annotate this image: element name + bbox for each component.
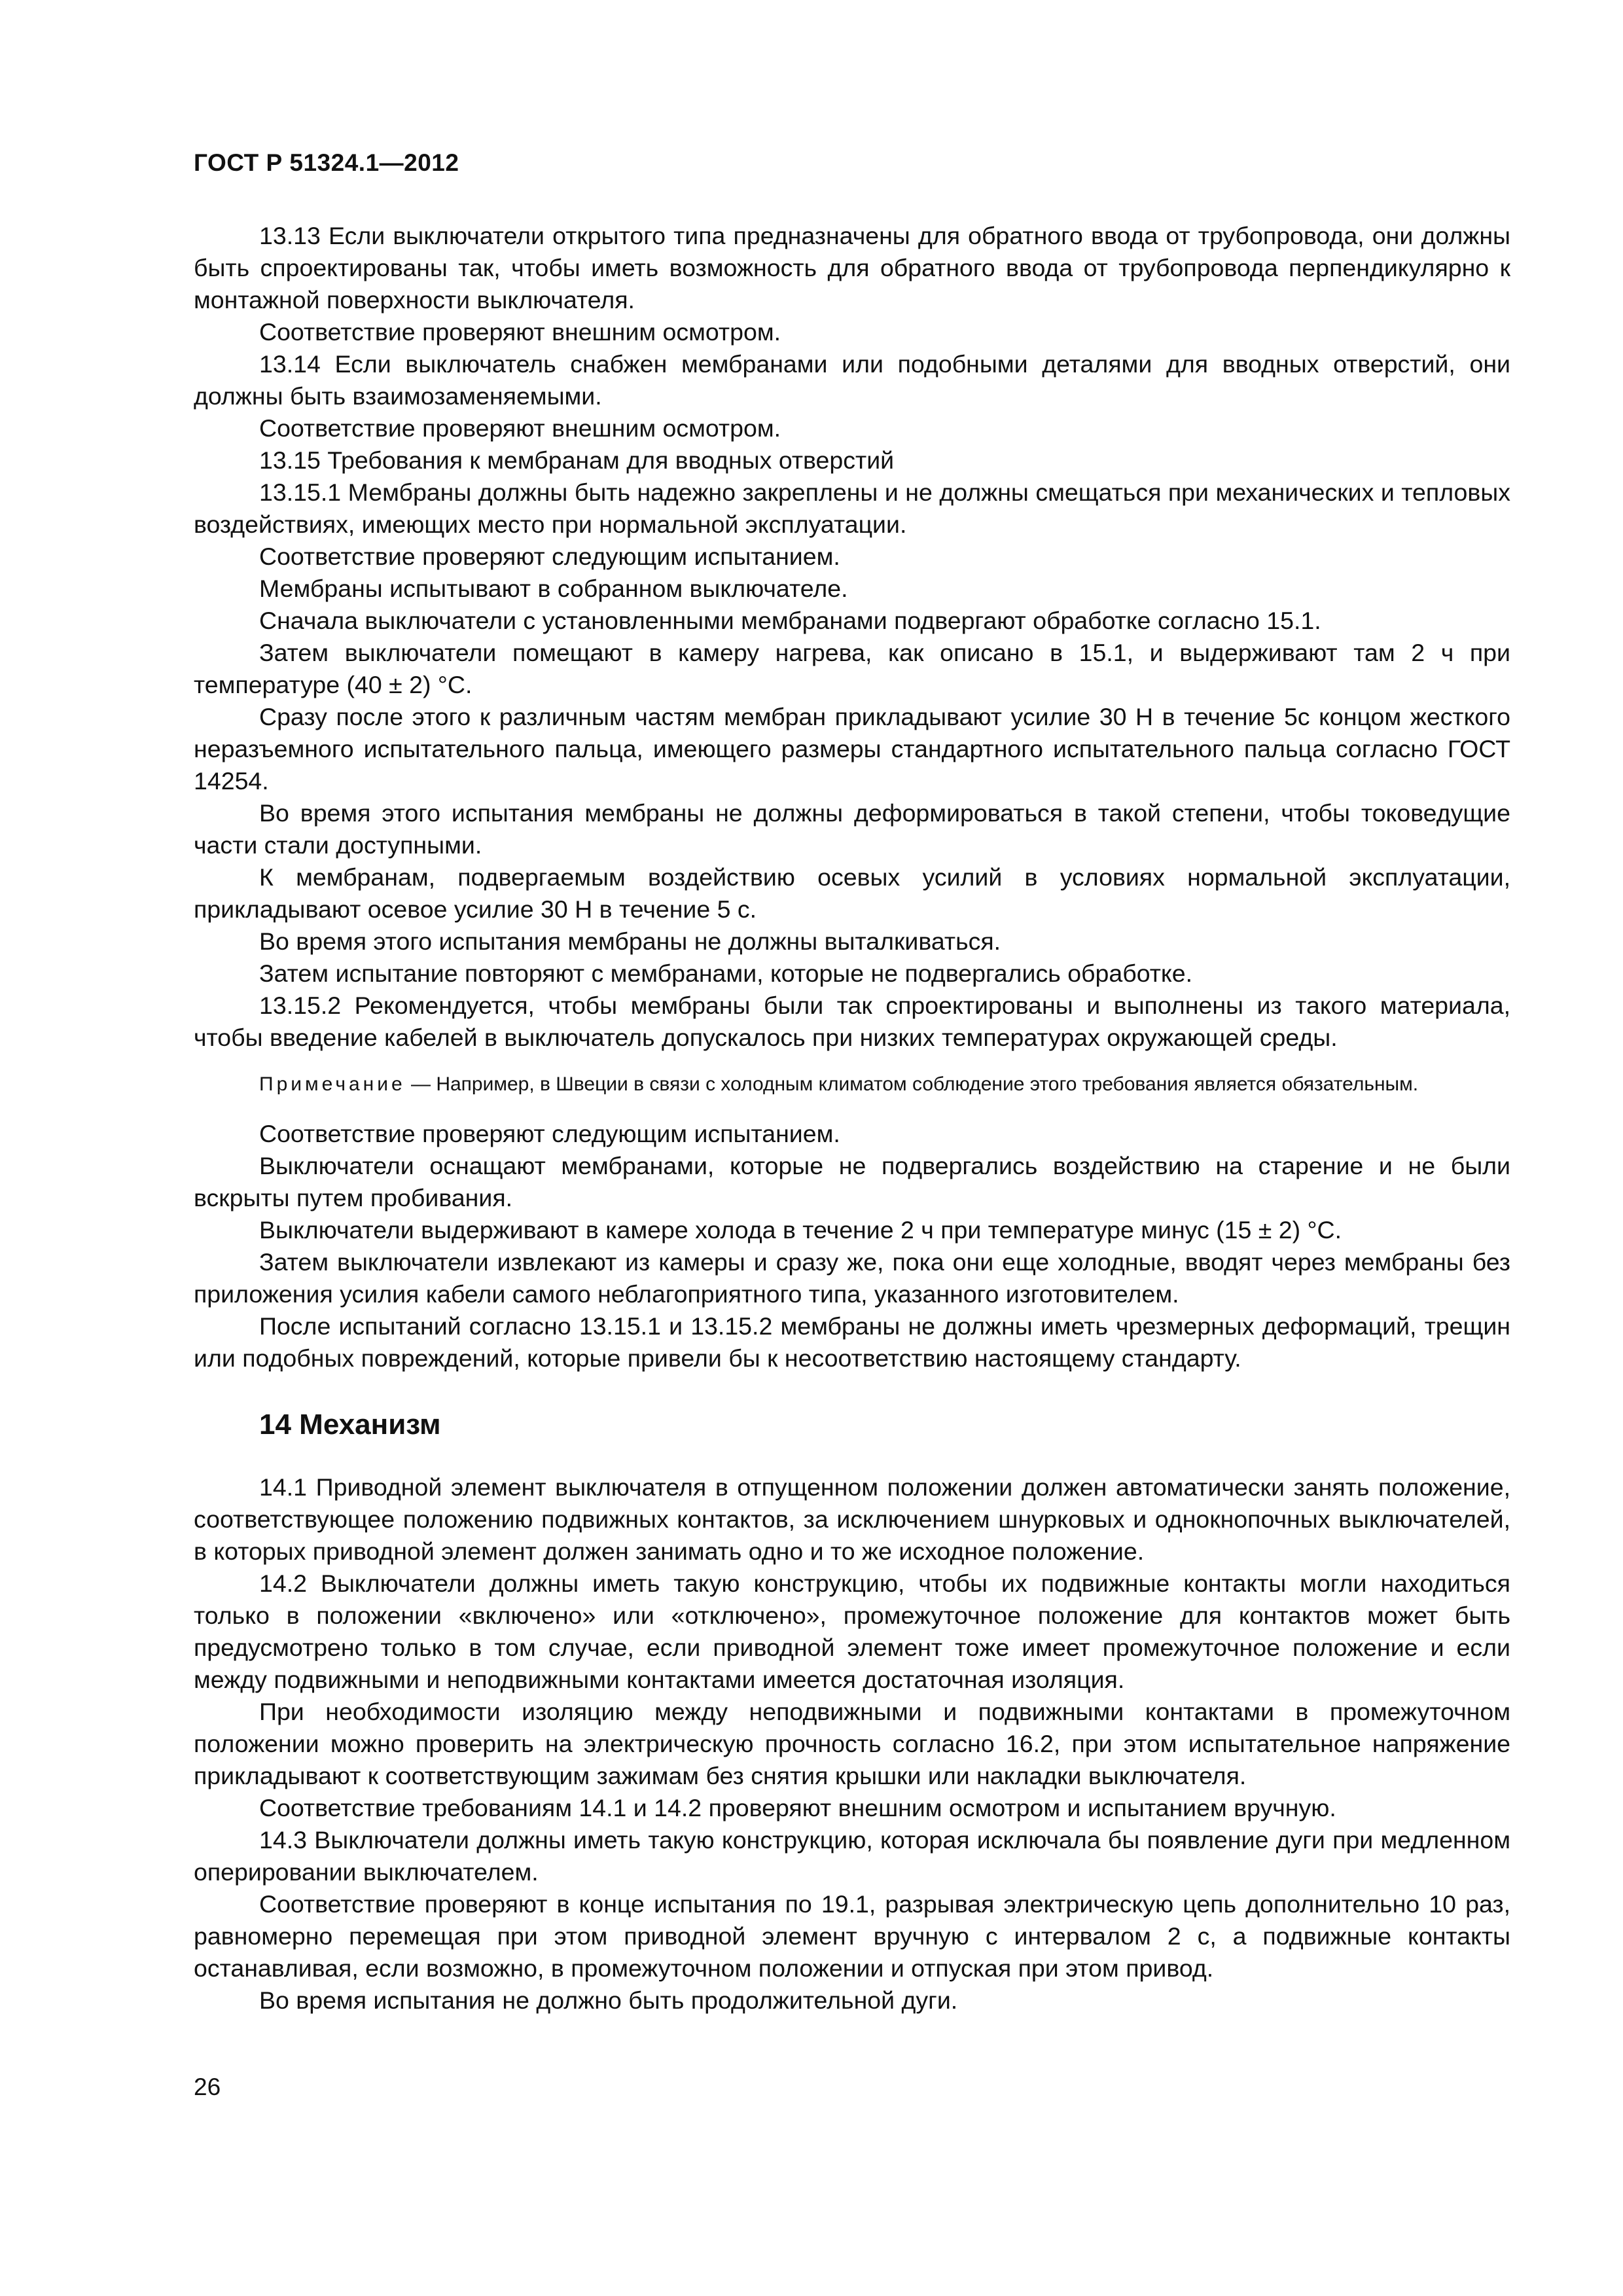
paragraph: Во время испытания не должно быть продолжительной дуги. xyxy=(259,1986,958,2014)
paragraph: Затем испытание повторяют с мембранами, которые не подвергались обработке. xyxy=(259,960,1193,987)
paragraph: После испытаний согласно 13.15.1 и 13.15.2 мембраны не должны иметь чрезмерных деформаций, трещин или подобных повреждений, которые привели бы к несоответствию настоящему стандарту. xyxy=(194,1312,1510,1372)
note-text: — Например, в Швеции в связи с холодным климатом соблюдение этого требования является обязательным. xyxy=(405,1073,1419,1095)
paragraph: Соответствие требованиям 14.1 и 14.2 проверяют внешним осмотром и испытанием вручную. xyxy=(259,1794,1336,1821)
note-paragraph xyxy=(194,1071,1510,1098)
paragraph: Соответствие проверяют следующим испытанием. xyxy=(259,1120,840,1147)
paragraph: Соответствие проверяют следующим испытанием. xyxy=(259,543,840,570)
document-page xyxy=(194,0,1510,2296)
paragraph: 13.15 Требования к мембранам для вводных отверстий xyxy=(259,446,895,474)
paragraph: 13.13 Если выключатели открытого типа предназначены для обратного ввода от трубопровода, они должны быть спроектированы так, чтобы иметь возможность для обратного ввода от трубопровода перпендикулярно к монтажной поверхности выключателя. xyxy=(194,222,1510,314)
document-code-header: ГОСТ Р 51324.1—2012 xyxy=(194,149,459,176)
paragraph: 14.1 Приводной элемент выключателя в отпущенном положении должен автоматически занять положение, соответствующее положению подвижных контактов, за исключением шнурковых и однокнопочных выключателей, в которых приводной элемент должен занимать одно и то же исходное положение. xyxy=(194,1473,1510,1565)
paragraph: Сразу после этого к различным частям мембран прикладывают усилие 30 Н в течение 5с концом жесткого неразъемного испытательного пальца, имеющего размеры стандартного испытательного пальца согласно ГОСТ 14254. xyxy=(194,703,1510,795)
paragraph: Соответствие проверяют в конце испытания по 19.1, разрывая электрическую цепь дополнительно 10 раз, равномерно перемещая при этом приводной элемент вручную с интервалом 2 с, а подвижные контакты останавливая, если возможно, в промежуточном положении и отпуская при этом привод. xyxy=(194,1890,1510,1982)
section-title: 14 Механизм xyxy=(259,1408,441,1441)
paragraph: 14.2 Выключатели должны иметь такую конструкцию, чтобы их подвижные контакты могли находиться только в положении «включено» или «отключено», промежуточное положение для контактов может быть предусмотрено только в том случае, если приводной элемент тоже имеет промежуточное положение и если между подвижными и неподвижными контактами имеется достаточная изоляция. xyxy=(194,1570,1510,1693)
paragraph: Соответствие проверяют внешним осмотром. xyxy=(259,414,781,442)
paragraph: Соответствие проверяют внешним осмотром. xyxy=(259,318,781,346)
paragraph: 13.15.1 Мембраны должны быть надежно закреплены и не должны смещаться при механических и тепловых воздействиях, имеющих место при нормальной эксплуатации. xyxy=(194,478,1510,538)
paragraph: Во время этого испытания мембраны не должны выталкиваться. xyxy=(259,927,1001,955)
paragraph: К мембранам, подвергаемым воздействию осевых усилий в условиях нормальной эксплуатации, прикладывают осевое усилие 30 Н в течение 5 с. xyxy=(194,863,1510,923)
note-label: Примечание xyxy=(259,1073,406,1095)
paragraph: Во время этого испытания мембраны не должны деформироваться в такой степени, чтобы токоведущие части стали доступными. xyxy=(194,799,1510,859)
paragraph: Сначала выключатели с установленными мембранами подвергают обработке согласно 15.1. xyxy=(259,607,1321,634)
paragraph: Выключатели оснащают мембранами, которые не подвергались воздействию на старение и не были вскрыты путем пробивания. xyxy=(194,1152,1510,1211)
paragraph: 13.14 Если выключатель снабжен мембранами или подобными деталями для вводных отверстий, они должны быть взаимозаменяемыми. xyxy=(194,350,1510,410)
paragraph: 13.15.2 Рекомендуется, чтобы мембраны были так спроектированы и выполнены из такого материала, чтобы введение кабелей в выключатель допускалось при низких температурах окружающей среды. xyxy=(194,992,1510,1051)
paragraph: При необходимости изоляцию между неподвижными и подвижными контактами в промежуточном положении можно проверить на электрическую прочность согласно 16.2, при этом испытательное напряжение прикладывают к соответствующим зажимам без снятия крышки или накладки выключателя. xyxy=(194,1698,1510,1789)
paragraph: Затем выключатели помещают в камеру нагрева, как описано в 15.1, и выдерживают там 2 ч при температуре (40 ± 2) °С. xyxy=(194,639,1510,698)
paragraph: Затем выключатели извлекают из камеры и сразу же, пока они еще холодные, вводят через мембраны без приложения усилия кабели самого неблагоприятного типа, указанного изготовителем. xyxy=(194,1248,1510,1308)
main-content xyxy=(194,220,1510,2017)
paragraph: 14.3 Выключатели должны иметь такую конструкцию, которая исключала бы появление дуги при медленном оперировании выключателем. xyxy=(194,1826,1510,1886)
paragraph: Выключатели выдерживают в камере холода в течение 2 ч при температуре минус (15 ± 2) °С. xyxy=(259,1216,1342,1244)
paragraph: Мембраны испытывают в собранном выключателе. xyxy=(259,575,848,602)
page-number: 26 xyxy=(194,2073,221,2100)
